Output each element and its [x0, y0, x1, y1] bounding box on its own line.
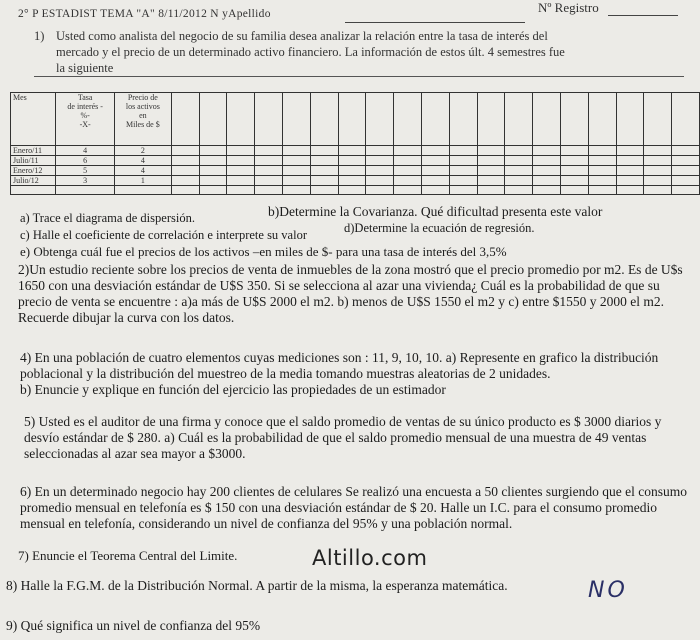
table-header-text: -X-	[79, 120, 91, 129]
table-empty-cell	[560, 93, 588, 146]
table-empty-cell	[421, 166, 449, 176]
table-empty-cell	[449, 166, 477, 176]
table-empty-cell	[616, 156, 644, 166]
table-empty-cell	[672, 186, 700, 195]
table-empty-cell	[505, 176, 533, 186]
table-empty-cell	[560, 186, 588, 195]
table-empty-cell	[644, 176, 672, 186]
question-7: 7) Enuncie el Teorema Central del Limite.	[18, 548, 238, 563]
table-empty-cell	[560, 146, 588, 156]
table-empty-cell	[310, 166, 338, 176]
table-empty-cell	[366, 186, 394, 195]
table-empty-cell	[227, 156, 255, 166]
table-empty-cell	[588, 186, 616, 195]
table-empty-cell	[338, 186, 366, 195]
table-empty-cell	[282, 146, 310, 156]
table-empty-cell	[672, 176, 700, 186]
item-b: b)Determine la Covarianza. Qué dificultad presenta este valor	[268, 204, 603, 219]
table-empty-cell	[477, 93, 505, 146]
watermark-logo: Altillo.com	[312, 546, 428, 570]
table-empty-cell	[338, 176, 366, 186]
table-empty-cell	[282, 186, 310, 195]
table-empty-cell	[227, 166, 255, 176]
item-c: c) Halle el coeficiente de correlación e interprete su valor	[20, 228, 307, 242]
table-row	[11, 176, 700, 186]
table-empty-cell	[644, 186, 672, 195]
table-empty-cell	[644, 146, 672, 156]
table-header-cell	[56, 93, 114, 146]
table-empty-cell	[338, 166, 366, 176]
question-1-line1: Usted como analista del negocio de su familia desea analizar la relación entre la tasa de interés del	[56, 29, 548, 43]
table-header-text: los activos	[125, 102, 160, 111]
table-empty-cell	[310, 176, 338, 186]
table-empty-cell	[477, 186, 505, 195]
question-5: 5) Usted es el auditor de una firma y conoce que el saldo promedio de ventas de su único producto es $ 3000 diarios y desvío estándar de $ 280. a) Cuál es la probabilidad de que el saldo promedio mensual de una muestra de 49 ventas seleccionadas al azar sea mayor a $3000.	[24, 414, 662, 461]
table-empty-cell	[338, 146, 366, 156]
table-cell: 1	[114, 176, 171, 186]
table-header-text: Miles de $	[125, 120, 160, 129]
table-empty-cell	[394, 93, 422, 146]
table-empty-cell	[616, 176, 644, 186]
table-cell: Julio/11	[11, 156, 56, 166]
table-empty-cell	[533, 156, 561, 166]
table-empty-cell	[171, 166, 199, 176]
table-empty-cell	[449, 176, 477, 186]
table-empty-cell	[394, 146, 422, 156]
table-empty-cell	[477, 146, 505, 156]
question-4-b: b) Enuncie y explique en función del ejercicio las propiedades de un estimador	[20, 382, 446, 397]
table-empty-cell	[449, 156, 477, 166]
question-2: 2)Un estudio reciente sobre los precios de venta de inmuebles de la zona mostró que el precio promedio por m2. Es de U$s 1650 con una desviación estándar de U$S 350. Si se selecciona al azar una vivienda¿ Cuál es la probabilidad de que su precio de venta se encuentre : a)a más de U$S 2000 el m2. b) menos de U$S 1550 el m2 y c) entre $1550 y 2000 el m2. Recuerde dibujar la curva con los datos.	[18, 262, 683, 325]
table-empty-cell	[616, 93, 644, 146]
table-empty-cell	[171, 186, 199, 195]
table-empty-cell	[533, 146, 561, 156]
name-blank-line	[345, 22, 525, 23]
table-header-text: Mes	[13, 93, 27, 102]
table-empty-cell	[616, 166, 644, 176]
table-empty-cell	[310, 156, 338, 166]
item-d: d)Determine la ecuación de regresión.	[344, 221, 535, 235]
table-empty-cell	[171, 156, 199, 166]
table-empty-cell	[366, 166, 394, 176]
item-e: e) Obtenga cuál fue el precios de los activos –en miles de $- para una tasa de interés del 3,5%	[20, 244, 507, 259]
table-empty-cell	[255, 176, 283, 186]
table-empty-cell	[338, 93, 366, 146]
registro-blank-line	[608, 15, 678, 16]
table-row	[11, 146, 700, 156]
table-empty-cell	[394, 176, 422, 186]
table-empty-cell	[394, 166, 422, 176]
question-1	[34, 28, 684, 77]
table-header-cell	[114, 93, 171, 146]
table-empty-cell	[199, 186, 227, 195]
exam-header: 2° P ESTADIST TEMA "A" 8/11/2012 N yApellido	[18, 8, 271, 20]
table-empty-cell	[644, 93, 672, 146]
question-8: 8) Halle la F.G.M. de la Distribución Normal. A partir de la misma, la esperanza matemática.	[6, 578, 508, 593]
table-empty-cell	[366, 93, 394, 146]
question-1-line3: la siguiente	[34, 60, 684, 77]
table-header-text: en	[139, 111, 147, 120]
table-empty-cell	[505, 146, 533, 156]
table-empty-cell	[199, 146, 227, 156]
table-empty-cell	[588, 146, 616, 156]
table-empty-cell	[449, 186, 477, 195]
table-empty-cell	[11, 186, 56, 195]
table-empty-cell	[310, 146, 338, 156]
table-empty-cell	[672, 156, 700, 166]
table-empty-cell	[338, 156, 366, 166]
table-empty-cell	[477, 166, 505, 176]
table-empty-cell	[421, 186, 449, 195]
table-empty-cell	[616, 186, 644, 195]
table-empty-cell	[505, 156, 533, 166]
table-cell: 2	[114, 146, 171, 156]
table-cell: 3	[56, 176, 114, 186]
table-empty-cell	[588, 176, 616, 186]
table-empty-cell	[255, 186, 283, 195]
table-empty-cell	[505, 93, 533, 146]
question-6: 6) En un determinado negocio hay 200 clientes de celulares Se realizó una encuesta a 50 clientes surgiendo que el consumo promedio mensual en telefonía es $ 150 con una desviación estándar de $ 20. Halle un I.C. para el consumo promedio mensual en telefonía, considerando un nivel de confianza del 95% y una población normal.	[20, 484, 688, 531]
table-empty-cell	[533, 166, 561, 176]
table-row	[11, 186, 700, 195]
table-empty-cell	[114, 186, 171, 195]
registro-label: Nº Registro	[538, 0, 599, 15]
table-cell: 5	[56, 166, 114, 176]
table-empty-cell	[505, 166, 533, 176]
table-empty-cell	[227, 186, 255, 195]
table-cell: Enero/12	[11, 166, 56, 176]
table-empty-cell	[533, 93, 561, 146]
data-table	[10, 92, 700, 195]
table-empty-cell	[644, 156, 672, 166]
table-empty-cell	[644, 166, 672, 176]
table-empty-cell	[199, 176, 227, 186]
table-empty-cell	[533, 176, 561, 186]
table-empty-cell	[282, 156, 310, 166]
table-empty-cell	[227, 146, 255, 156]
table-empty-cell	[171, 146, 199, 156]
table-cell: 4	[114, 156, 171, 166]
question-9: 9) Qué significa un nivel de confianza del 95%	[6, 618, 261, 633]
question-1-line2: mercado y el precio de un determinado activo financiero. La información de estos últ. 4 semestres fue	[56, 45, 565, 59]
table-empty-cell	[477, 156, 505, 166]
table-empty-cell	[560, 176, 588, 186]
table-empty-cell	[477, 176, 505, 186]
handwritten-annotation: NO	[588, 578, 628, 603]
table-cell: 4	[56, 146, 114, 156]
table-empty-cell	[366, 176, 394, 186]
table-empty-cell	[672, 146, 700, 156]
table-header-text: de interés -	[67, 102, 103, 111]
table-empty-cell	[588, 93, 616, 146]
table-empty-cell	[310, 186, 338, 195]
table-empty-cell	[394, 186, 422, 195]
table-cell: 6	[56, 156, 114, 166]
table-empty-cell	[255, 166, 283, 176]
table-empty-cell	[255, 156, 283, 166]
table-empty-cell	[560, 166, 588, 176]
table-empty-cell	[505, 186, 533, 195]
question-1-number: 1)	[34, 29, 45, 43]
table-empty-cell	[171, 93, 199, 146]
item-a: a) Trace el diagrama de dispersión.	[20, 211, 195, 225]
table-empty-cell	[588, 156, 616, 166]
question-4	[20, 350, 692, 398]
table-empty-cell	[366, 156, 394, 166]
table-row	[11, 166, 700, 176]
table-empty-cell	[588, 166, 616, 176]
table-empty-cell	[560, 156, 588, 166]
table-empty-cell	[227, 93, 255, 146]
table-empty-cell	[449, 93, 477, 146]
table-header-text: %-	[80, 111, 90, 120]
table-empty-cell	[282, 166, 310, 176]
table-empty-cell	[672, 166, 700, 176]
table-empty-cell	[282, 93, 310, 146]
table-empty-cell	[421, 146, 449, 156]
table-empty-cell	[366, 146, 394, 156]
table-empty-cell	[421, 156, 449, 166]
table-empty-cell	[449, 146, 477, 156]
table-empty-cell	[533, 186, 561, 195]
table-header-cell	[11, 93, 56, 146]
table-empty-cell	[310, 93, 338, 146]
table-header-text: Tasa	[77, 93, 93, 102]
table-empty-cell	[672, 93, 700, 146]
table-empty-cell	[282, 176, 310, 186]
table-header-text: Precio de	[127, 93, 158, 102]
table-row	[11, 156, 700, 166]
question-4-text: 4) En una población de cuatro elementos cuyas mediciones son : 11, 9, 10, 10. a) Represente en grafico la distribución poblacional y la distribución del muestreo de la media tomando muestras aleatorias de 2 unidades.	[20, 350, 659, 381]
table-empty-cell	[199, 93, 227, 146]
table-empty-cell	[255, 93, 283, 146]
table-empty-cell	[421, 176, 449, 186]
table-empty-cell	[421, 93, 449, 146]
table-empty-cell	[255, 146, 283, 156]
table-empty-cell	[227, 176, 255, 186]
table-empty-cell	[199, 166, 227, 176]
table-cell: Julio/12	[11, 176, 56, 186]
table-cell: 4	[114, 166, 171, 176]
table-empty-cell	[616, 146, 644, 156]
table-empty-cell	[171, 176, 199, 186]
table-empty-cell	[394, 156, 422, 166]
table-empty-cell	[199, 156, 227, 166]
table-empty-cell	[56, 186, 114, 195]
table-cell: Enero/11	[11, 146, 56, 156]
